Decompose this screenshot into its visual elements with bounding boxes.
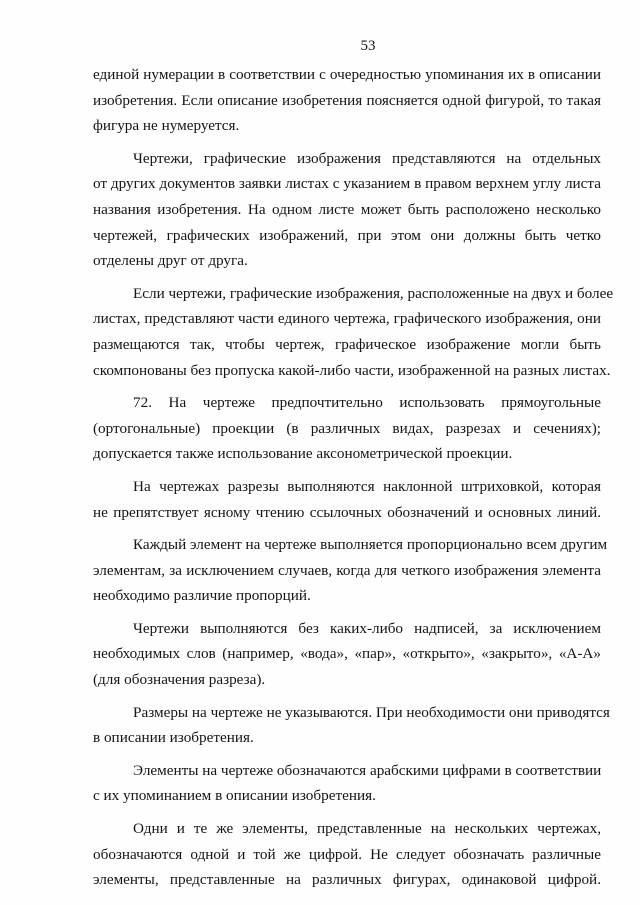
text-line: На чертежах разрезы выполняются наклонной штриховкой, которая bbox=[133, 477, 601, 495]
paragraph bbox=[93, 816, 601, 893]
paragraph bbox=[93, 62, 601, 139]
text-line: от других документов заявки листах с указанием в правом верхнем углу листа bbox=[93, 175, 601, 193]
text-line: Чертежи, графические изображения представляются на отдельных bbox=[133, 149, 601, 167]
text-line: в описании изобретения. bbox=[93, 729, 254, 747]
paragraph-gap bbox=[93, 274, 601, 281]
paragraph-gap bbox=[93, 467, 601, 474]
text-line: необходимых слов (например, «вода», «пар», «открыто», «закрыто», «А-А» bbox=[93, 645, 601, 663]
text-line: Если чертежи, графические изображения, расположенные на двух и более bbox=[133, 284, 614, 302]
text-line: чертежей, графических изображений, при этом они должны быть четко bbox=[93, 226, 601, 244]
paragraph-gap bbox=[93, 525, 601, 532]
paragraph bbox=[93, 390, 601, 467]
text-line: элементы, представленные на различных фигурах, одинаковой цифрой. bbox=[93, 871, 601, 889]
text-line: Элементы на чертеже обозначаются арабскими цифрами в соответствии bbox=[133, 761, 602, 779]
text-line: Каждый элемент на чертеже выполняется пропорционально всем другим bbox=[133, 536, 608, 554]
paragraph bbox=[93, 616, 601, 693]
text-line: названия изобретения. На одном листе может быть расположено несколько bbox=[93, 200, 601, 218]
text-line: элементам, за исключением случаев, когда для четкого изображения элемента bbox=[93, 561, 601, 579]
text-line: изобретения. Если описание изобретения поясняется одной фигурой, то такая bbox=[93, 91, 601, 109]
document-body bbox=[93, 62, 614, 893]
text-line: Одни и те же элементы, представленные на нескольких чертежах, bbox=[133, 820, 601, 838]
page-number: 53 bbox=[360, 38, 376, 54]
paragraph-gap bbox=[93, 693, 601, 700]
text-line: обозначаются одной и той же цифрой. Не следует обозначать различные bbox=[93, 845, 601, 863]
text-line: необходимо различие пропорций. bbox=[93, 587, 311, 605]
text-line: Чертежи выполняются без каких-либо надписей, за исключением bbox=[133, 619, 601, 637]
paragraph bbox=[93, 146, 601, 274]
text-line: с их упоминанием в описании изобретения. bbox=[93, 787, 376, 805]
paragraph bbox=[93, 700, 610, 751]
text-line: скомпонованы без пропуска какой-либо части, изображенной на разных листах. bbox=[93, 361, 611, 379]
text-line: листах, представляют части единого чертежа, графического изображения, они bbox=[93, 310, 601, 328]
text-line: (ортогональные) проекции (в различных видах, разрезах и сечениях); bbox=[93, 419, 601, 437]
paragraph bbox=[93, 474, 601, 525]
text-line: 72. На чертеже предпочтительно использовать прямоугольные bbox=[133, 394, 601, 412]
paragraph-gap bbox=[93, 383, 601, 390]
paragraph bbox=[93, 281, 614, 383]
text-line: единой нумерации в соответствии с очередностью упоминания их в описании bbox=[93, 66, 601, 83]
paragraph-gap bbox=[93, 139, 601, 146]
paragraph-gap bbox=[93, 609, 601, 616]
text-line: допускается также использование аксонометрической проекции. bbox=[93, 445, 513, 463]
text-line: не препятствует ясному чтению ссылочных обозначений и основных линий. bbox=[93, 503, 601, 521]
paragraph-gap bbox=[93, 751, 601, 758]
text-line: отделены друг от друга. bbox=[93, 252, 248, 270]
text-line: фигура не нумеруется. bbox=[93, 117, 240, 135]
paragraph-gap bbox=[93, 809, 601, 816]
text-line: Размеры на чертеже не указываются. При необходимости они приводятся bbox=[133, 703, 610, 721]
paragraph bbox=[93, 532, 608, 609]
text-line: размещаются так, чтобы чертеж, графическое изображение могли быть bbox=[93, 335, 601, 353]
text-line: (для обозначения разреза). bbox=[93, 671, 266, 689]
paragraph bbox=[93, 758, 601, 809]
